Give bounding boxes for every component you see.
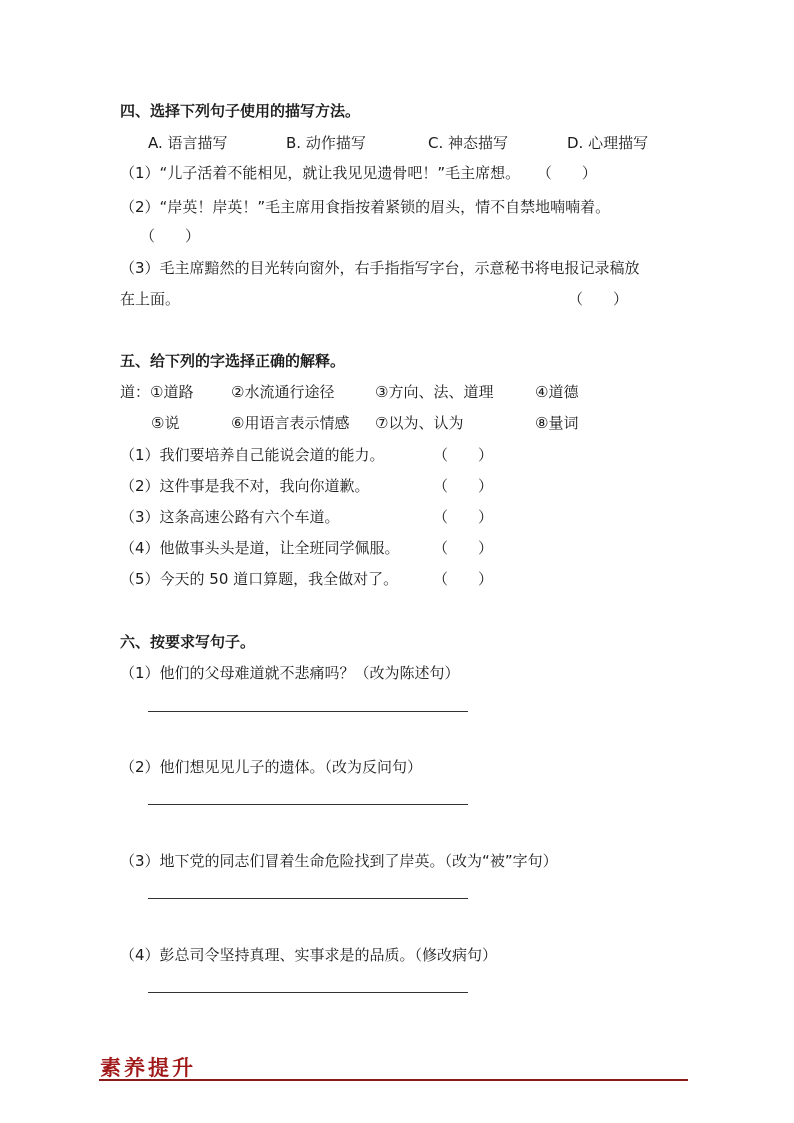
s6-question-3: （3）地下党的同志们冒着生命危险找到了岸英。（改为“被”字句） <box>120 852 558 870</box>
option-c: C. 神态描写 <box>428 134 509 152</box>
meaning-7: ⑦以为、认为 <box>375 414 464 432</box>
s5-question-2: （2）这件事是我不对，我向你道歉。 <box>120 477 370 495</box>
option-b: B. 动作描写 <box>286 134 366 152</box>
s5-question-4: （4）他做事头头是道，让全班同学佩服。 <box>120 539 400 557</box>
meaning-5: ⑤说 <box>151 414 180 432</box>
meaning-2: ②水流通行途径 <box>231 383 335 401</box>
s5-q4-answer[interactable]: （ ） <box>433 539 494 557</box>
s5-question-5: （5）今天的 50 道口算题，我全做对了。 <box>120 570 399 588</box>
s6-question-2: （2）他们想见见儿子的遗体。（改为反问句） <box>120 758 423 776</box>
meaning-3: ③方向、法、道理 <box>375 383 494 401</box>
s6-answer-line-4[interactable] <box>148 992 468 993</box>
s6-question-1: （1）他们的父母难道就不悲痛吗？（改为陈述句） <box>120 664 460 682</box>
s4-q2-answer[interactable]: （ ） <box>140 227 201 245</box>
section6-title: 六、按要求写句子。 <box>120 633 256 651</box>
s4-question-1 <box>120 163 597 183</box>
s5-question-1: （1）我们要培养自己能说会道的能力。 <box>120 446 385 464</box>
meaning-1: 道：①道路 <box>120 383 194 401</box>
meaning-8: ⑧量词 <box>535 414 579 432</box>
option-d: D. 心理描写 <box>567 134 649 152</box>
s4-q1-answer[interactable]: （ ） <box>536 164 597 182</box>
s5-question-3: （3）这条高速公路有六个车道。 <box>120 508 340 526</box>
s5-q1-answer[interactable]: （ ） <box>433 446 494 464</box>
s4-q3-answer[interactable]: （ ） <box>568 290 629 308</box>
s5-q3-answer[interactable]: （ ） <box>433 508 494 526</box>
banner-divider <box>99 1079 688 1081</box>
meaning-4: ④道德 <box>535 383 579 401</box>
section-banner-title: 素养提升 <box>100 1055 196 1080</box>
s6-question-4: （4）彭总司令坚持真理、实事求是的品质。（修改病句） <box>120 946 498 964</box>
s4-question-2: （2）“岸英！岸英！”毛主席用食指按着紧锁的眉头，情不自禁地喃喃着。 <box>120 198 611 216</box>
option-a: A. 语言描写 <box>148 134 228 152</box>
s4-question-3: （3）毛主席黯然的目光转向窗外，右手指指写字台，示意秘书将电报记录稿放 <box>120 259 640 277</box>
s4-q1-text: （1）“儿子活着不能相见，就让我见见遗骨吧！”毛主席想。 <box>120 164 521 182</box>
s5-q5-answer[interactable]: （ ） <box>433 570 494 588</box>
section5-title: 五、给下列的字选择正确的解释。 <box>120 352 346 370</box>
s5-q2-answer[interactable]: （ ） <box>433 477 494 495</box>
s6-answer-line-1[interactable] <box>148 711 468 712</box>
s6-answer-line-3[interactable] <box>148 898 468 899</box>
section4-title: 四、选择下列句子使用的描写方法。 <box>120 102 361 120</box>
meaning-6: ⑥用语言表示情感 <box>231 414 350 432</box>
s4-question-3-cont: 在上面。 <box>120 290 181 308</box>
s6-answer-line-2[interactable] <box>148 804 468 805</box>
